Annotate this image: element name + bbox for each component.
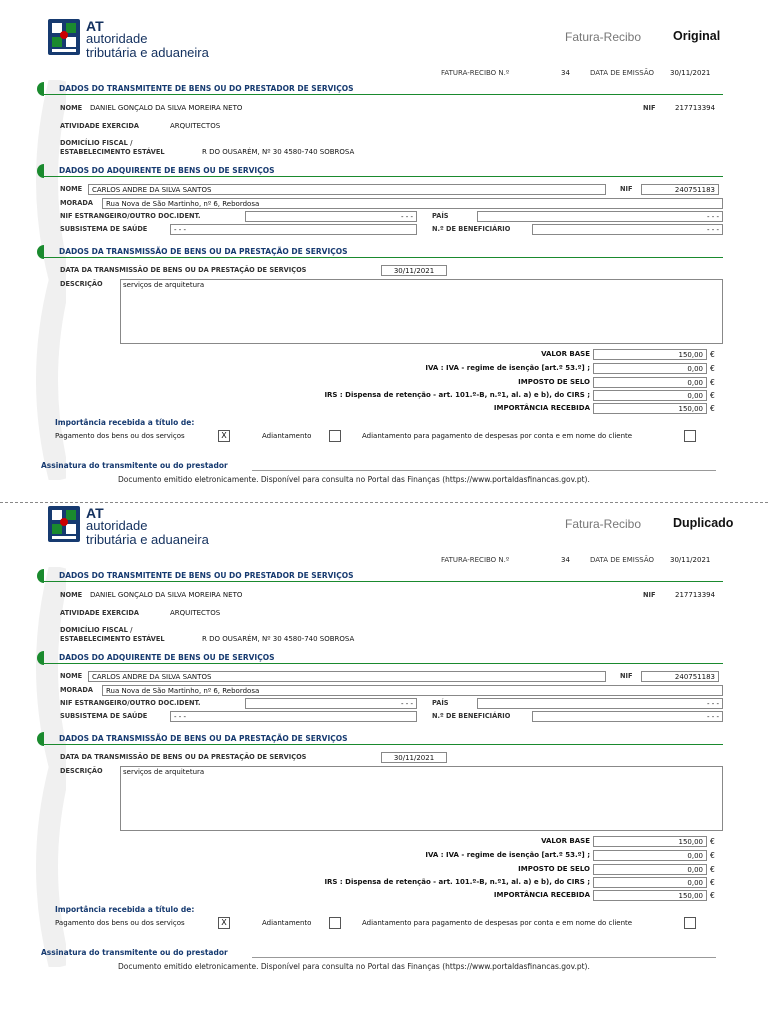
doc-number: 34 [561,556,570,564]
buyer-country-label: PAÍS [432,699,449,707]
payment-title: Importância recebida a título de: [55,418,195,427]
buyer-health-field: - - - [170,224,417,235]
buyer-name-field: CARLOS ANDRE DA SILVA SANTOS [88,184,606,195]
signature-line [252,470,716,471]
logo-line3: tributária e aduaneira [86,532,209,547]
buyer-nif-label: NIF [620,672,633,680]
buyer-address-field: Rua Nova de São Martinho, nº 6, Rebordosa [102,685,723,696]
footer-note: Documento emitido eletronicamente. Disponível para consulta no Portal das Finanças (https://www.portaldasfinancas.gov.pt). [118,962,590,971]
doc-number-label: FATURA-RECIBO N.º [441,69,510,77]
seller-nif: 217713394 [675,104,716,112]
payment-option-2-checkbox[interactable] [329,917,341,929]
euro-symbol: € [710,865,715,874]
buyer-address-label: MORADA [60,686,93,694]
seller-nif: 217713394 [675,591,716,599]
description-label: DESCRIÇÃO [60,280,103,288]
base-value-label: VALOR BASE [541,350,590,358]
seller-address: R DO OUSARÉM, Nº 30 4580-740 SOBROSA [202,148,355,156]
buyer-name-field: CARLOS ANDRE DA SILVA SANTOS [88,671,606,682]
buyer-foreign-nif-field: - - - [245,698,417,709]
issue-date-label: DATA DE EMISSÃO [590,556,655,564]
payment-option-3-label: Adiantamento para pagamento de despesas por conta e em nome do cliente [362,919,633,927]
seller-section-title: DADOS DO TRANSMITENTE DE BENS OU DO PRESTADOR DE SERVIÇOS [59,571,354,580]
euro-symbol: € [710,851,715,860]
issue-date: 30/11/2021 [670,556,711,564]
doc-number: 34 [561,69,570,77]
transmission-section-header [37,732,723,746]
document-type: Fatura-Recibo [565,517,642,531]
buyer-section-title: DADOS DO ADQUIRENTE DE BENS OU DE SERVIÇOS [59,166,275,175]
irs-value: 0,00 [593,390,707,401]
transmission-section-title: DADOS DA TRANSMISSÃO DE BENS OU DA PRESTAÇÃO DE SERVIÇOS [59,734,348,743]
invoice-copy-original [0,0,768,500]
logo-line3: tributária e aduaneira [86,45,209,60]
seller-name: DANIEL GONÇALO DA SILVA MOREIRA NETO [90,104,243,112]
doc-number-label: FATURA-RECIBO N.º [441,556,510,564]
euro-symbol: € [710,364,715,373]
buyer-health-label: SUBSISTEMA DE SAÚDE [60,712,148,720]
stamp-tax-value: 0,00 [593,377,707,388]
buyer-country-label: PAÍS [432,212,449,220]
seller-nif-label: NIF [643,104,656,112]
received-value: 150,00 [593,890,707,901]
euro-symbol: € [710,378,715,387]
seller-section-header [37,82,723,96]
buyer-country-field: - - - [477,698,723,709]
buyer-nif-label: NIF [620,185,633,193]
transmission-date-label: DATA DA TRANSMISSÃO DE BENS OU DA PRESTAÇÃO DE SERVIÇOS [60,266,307,274]
buyer-nif-field: 240751183 [641,184,719,195]
euro-symbol: € [710,837,715,846]
seller-address: R DO OUSARÉM, Nº 30 4580-740 SOBROSA [202,635,355,643]
irs-label: IRS : Dispensa de retenção - art. 101.º-B, n.º1, al. a) e b), do CIRS ; [324,878,590,886]
seller-activity: ARQUITECTOS [170,122,221,130]
payment-option-1-label: Pagamento dos bens ou dos serviços [55,919,185,927]
euro-symbol: € [710,404,715,413]
logo-line2: autoridade [86,518,148,533]
description-label: DESCRIÇÃO [60,767,103,775]
issue-date: 30/11/2021 [670,69,711,77]
seller-address-label-2: ESTABELECIMENTO ESTÁVEL [60,635,165,643]
buyer-health-label: SUBSISTEMA DE SAÚDE [60,225,148,233]
iva-label: IVA : IVA - regime de isenção [art.º 53.º] ; [425,364,590,372]
buyer-foreign-nif-label: NIF ESTRANGEIRO/OUTRO DOC.IDENT. [60,212,201,220]
buyer-health-field: - - - [170,711,417,722]
stamp-tax-label: IMPOSTO DE SELO [518,865,590,873]
seller-section-header [37,569,723,583]
copy-type: Original [673,29,721,43]
document-type: Fatura-Recibo [565,30,642,44]
buyer-nif-field: 240751183 [641,671,719,682]
payment-option-1-checkbox[interactable]: X [218,430,230,442]
received-label: IMPORTÂNCIA RECEBIDA [493,891,590,899]
description-field: serviços de arquitetura [120,279,723,344]
seller-activity-label: ATIVIDADE EXERCIDA [60,122,139,130]
payment-option-2-label: Adiantamento [262,432,312,440]
payment-option-3-checkbox[interactable] [684,917,696,929]
seller-activity-label: ATIVIDADE EXERCIDA [60,609,139,617]
euro-symbol: € [710,878,715,887]
payment-option-2-checkbox[interactable] [329,430,341,442]
seller-name-label: NOME [60,591,83,599]
signature-label: Assinatura do transmitente ou do prestador [41,948,228,957]
base-value: 150,00 [593,349,707,360]
buyer-address-field: Rua Nova de São Martinho, nº 6, Rebordosa [102,198,723,209]
payment-option-2-label: Adiantamento [262,919,312,927]
euro-symbol: € [710,891,715,900]
irs-label: IRS : Dispensa de retenção - art. 101.º-B, n.º1, al. a) e b), do CIRS ; [324,391,590,399]
invoice-copy-duplicate [0,487,768,987]
description-field: serviços de arquitetura [120,766,723,831]
buyer-name-label: NOME [60,672,83,680]
buyer-beneficiary-field: - - - [532,224,723,235]
iva-label: IVA : IVA - regime de isenção [art.º 53.º] ; [425,851,590,859]
payment-option-1-checkbox[interactable]: X [218,917,230,929]
transmission-section-title: DADOS DA TRANSMISSÃO DE BENS OU DA PRESTAÇÃO DE SERVIÇOS [59,247,348,256]
at-logo-icon [47,18,81,56]
seller-address-label-1: DOMICÍLIO FISCAL / [60,626,133,634]
buyer-country-field: - - - [477,211,723,222]
payment-option-1-label: Pagamento dos bens ou dos serviços [55,432,185,440]
logo-at-text: AT [86,505,104,521]
seller-name: DANIEL GONÇALO DA SILVA MOREIRA NETO [90,591,243,599]
seller-name-label: NOME [60,104,83,112]
transmission-date-field: 30/11/2021 [381,752,447,763]
seller-section-title: DADOS DO TRANSMITENTE DE BENS OU DO PRESTADOR DE SERVIÇOS [59,84,354,93]
buyer-section-header [37,164,723,178]
payment-title: Importância recebida a título de: [55,905,195,914]
seller-address-label-1: DOMICÍLIO FISCAL / [60,139,133,147]
received-value: 150,00 [593,403,707,414]
buyer-foreign-nif-label: NIF ESTRANGEIRO/OUTRO DOC.IDENT. [60,699,201,707]
transmission-section-header [37,245,723,259]
seller-activity: ARQUITECTOS [170,609,221,617]
copy-type: Duplicado [673,516,734,530]
buyer-section-title: DADOS DO ADQUIRENTE DE BENS OU DE SERVIÇOS [59,653,275,662]
logo-line2: autoridade [86,31,148,46]
signature-line [252,957,716,958]
buyer-section-header [37,651,723,665]
received-label: IMPORTÂNCIA RECEBIDA [493,404,590,412]
base-value: 150,00 [593,836,707,847]
seller-address-label-2: ESTABELECIMENTO ESTÁVEL [60,148,165,156]
stamp-tax-label: IMPOSTO DE SELO [518,378,590,386]
issue-date-label: DATA DE EMISSÃO [590,69,655,77]
transmission-date-label: DATA DA TRANSMISSÃO DE BENS OU DA PRESTAÇÃO DE SERVIÇOS [60,753,307,761]
irs-value: 0,00 [593,877,707,888]
payment-option-3-label: Adiantamento para pagamento de despesas por conta e em nome do cliente [362,432,633,440]
buyer-address-label: MORADA [60,199,93,207]
iva-value: 0,00 [593,850,707,861]
footer-note: Documento emitido eletronicamente. Disponível para consulta no Portal das Finanças (https://www.portaldasfinancas.gov.pt). [118,475,590,484]
buyer-beneficiary-label: N.º DE BENEFICIÁRIO [432,225,511,233]
base-value-label: VALOR BASE [541,837,590,845]
buyer-beneficiary-field: - - - [532,711,723,722]
euro-symbol: € [710,391,715,400]
stamp-tax-value: 0,00 [593,864,707,875]
buyer-name-label: NOME [60,185,83,193]
iva-value: 0,00 [593,363,707,374]
buyer-beneficiary-label: N.º DE BENEFICIÁRIO [432,712,511,720]
at-logo-icon [47,505,81,543]
transmission-date-field: 30/11/2021 [381,265,447,276]
logo-at-text: AT [86,18,104,34]
buyer-foreign-nif-field: - - - [245,211,417,222]
euro-symbol: € [710,350,715,359]
signature-label: Assinatura do transmitente ou do prestador [41,461,228,470]
payment-option-3-checkbox[interactable] [684,430,696,442]
seller-nif-label: NIF [643,591,656,599]
